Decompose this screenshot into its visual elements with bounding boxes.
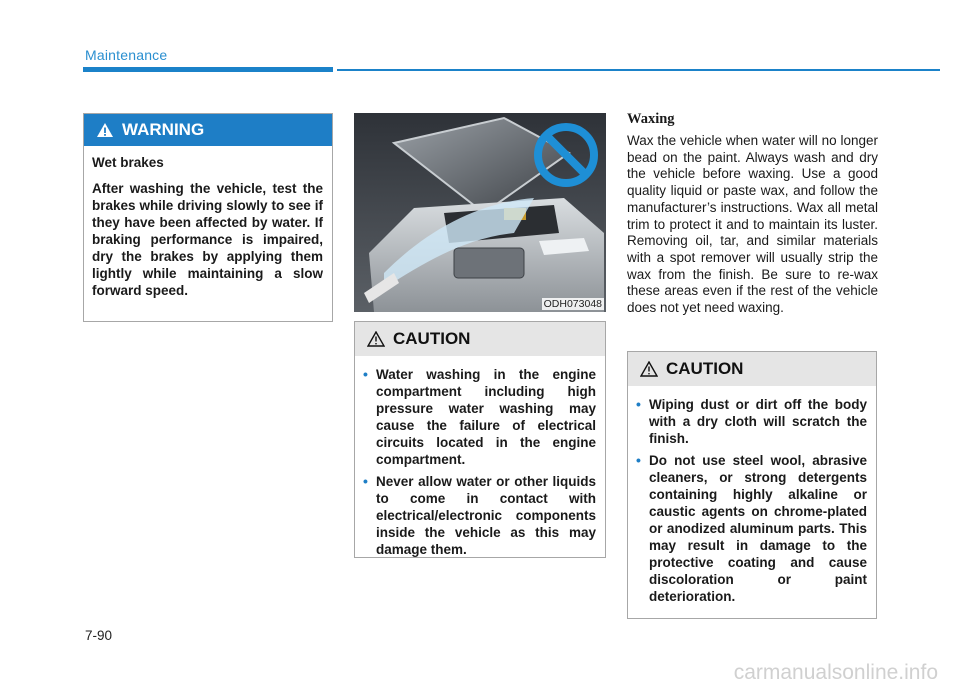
warning-header <box>84 114 332 146</box>
caution-item: • Never allow water or other liquids to come in contact with electrical/electronic components inside the vehicle as this may damage them. <box>363 473 596 558</box>
caution-label-engine: CAUTION <box>393 329 471 348</box>
warning-title: Wet brakes <box>92 155 164 170</box>
warning-box <box>83 113 333 322</box>
page-number: 7-90 <box>85 628 113 643</box>
warning-triangle-icon <box>96 122 114 138</box>
caution-header-wax <box>628 352 876 386</box>
caution-item: • Do not use steel wool, abrasive cleaners, or strong detergents containing highly alkaline or caustic agents on chrome-plated or anodized aluminum parts. This may result in damage to the protective coating and cause discoloration or paint deterioration. <box>636 452 867 605</box>
caution-body-engine <box>355 356 605 558</box>
engine-wash-illustration <box>354 113 606 312</box>
section-title: Maintenance <box>85 47 168 63</box>
warning-body <box>84 146 332 299</box>
waxing-paragraph: Wax the vehicle when water will no longer bead on the paint. Always wash and dry the vehicle before waxing. Use a good quality liquid or paste wax, and follow the manufacturer’s instructions. Wax all metal trim to protect it and to maintain its luster. Removing oil, tar, and similar materials with a spot remover will usually strip the wax from the finish. Be sure to re-wax these areas even if the rest of the vehicle does not yet need waxing. <box>627 133 878 316</box>
header-rule-thick <box>83 67 333 72</box>
caution-header-engine <box>355 322 605 356</box>
waxing-heading: Waxing <box>627 111 675 127</box>
caution-body-wax <box>628 386 876 605</box>
caution-triangle-icon <box>640 361 658 377</box>
watermark: carmanualsonline.info <box>733 661 938 684</box>
figure-code: ODH073048 <box>543 298 602 310</box>
caution-box-wax <box>627 351 877 619</box>
caution-box-engine <box>354 321 606 558</box>
header-rule-thin <box>337 69 940 71</box>
caution-item: • Wiping dust or dirt off the body with a dry cloth will scratch the finish. <box>636 396 867 447</box>
warning-label: WARNING <box>122 120 205 139</box>
caution-triangle-icon <box>367 331 385 347</box>
caution-item: • Water washing in the engine compartment including high pressure water washing may cause the failure of electrical circuits located in the engine compartment. <box>363 366 596 468</box>
warning-text: After washing the vehicle, test the brakes while driving slowly to see if they have been affected by water. If braking performance is impaired, dry the brakes by applying them lightly while maintaining a slow forward speed. <box>92 181 323 298</box>
caution-label-wax: CAUTION <box>666 359 744 378</box>
